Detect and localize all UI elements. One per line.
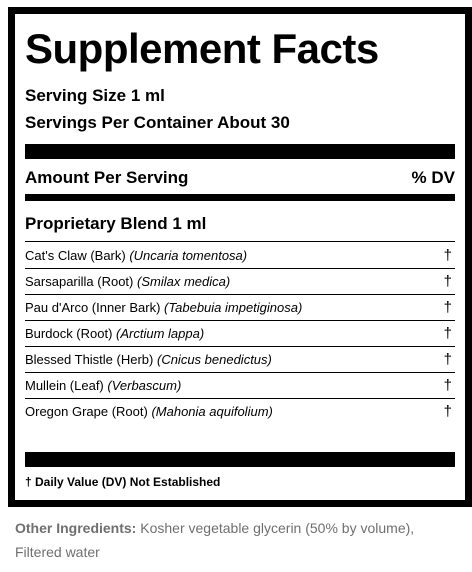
ingredient-row [25,347,455,373]
ingredient-row [25,321,455,347]
ingredient-latin: (Smilax medica) [137,274,231,289]
ingredient-dv: † [443,247,452,264]
servings-per-container: Servings Per Container About 30 [25,113,290,132]
ingredient-dv: † [443,325,452,342]
ingredient-row [25,373,455,399]
ingredient-latin: (Arctium lappa) [116,326,205,341]
ingredient-name: Burdock (Root) [25,326,117,341]
medium-divider [25,194,455,201]
ingredient-latin: (Tabebuia impetiginosa) [164,300,303,315]
other-ingredients [15,516,455,564]
ingredient-latin: (Mahonia aquifolium) [151,404,273,419]
ingredient-name: Mullein (Leaf) [25,378,108,393]
other-ingredients-text: Kosher vegetable glycerin (50% by volume), Filtered water [15,520,415,560]
thick-divider-top [25,144,455,159]
ingredient-name: Pau d'Arco (Inner Bark) [25,300,165,315]
daily-value-footnote: † Daily Value (DV) Not Established [25,475,221,489]
amount-per-serving-header: Amount Per Serving [25,168,189,187]
ingredient-row [25,269,455,295]
ingredient-dv: † [443,377,452,394]
panel-title: Supplement Facts [25,25,379,72]
ingredient-dv: † [443,273,452,290]
ingredient-name: Oregon Grape (Root) [25,404,152,419]
dv-header: % DV [411,168,455,187]
ingredient-list [25,243,455,424]
serving-size: Serving Size 1 ml [25,86,165,105]
ingredient-row [25,399,455,424]
ingredient-dv: † [443,351,452,368]
thick-divider-bottom [25,452,455,467]
proprietary-blend-label: Proprietary Blend 1 ml [25,214,207,233]
ingredient-name: Cat's Claw (Bark) [25,248,130,263]
ingredient-name: Sarsaparilla (Root) [25,274,137,289]
ingredient-latin: (Cnicus benedictus) [156,352,272,367]
supplement-facts-panel [8,7,472,507]
blend-rule [25,241,455,242]
ingredient-latin: (Uncaria tomentosa) [129,248,248,263]
ingredient-row [25,243,455,269]
ingredient-row [25,295,455,321]
other-ingredients-label: Other Ingredients: [15,520,137,536]
ingredient-name: Blessed Thistle (Herb) [25,352,157,367]
ingredient-dv: † [443,403,452,420]
ingredient-dv: † [443,299,452,316]
ingredient-latin: (Verbascum) [107,378,182,393]
